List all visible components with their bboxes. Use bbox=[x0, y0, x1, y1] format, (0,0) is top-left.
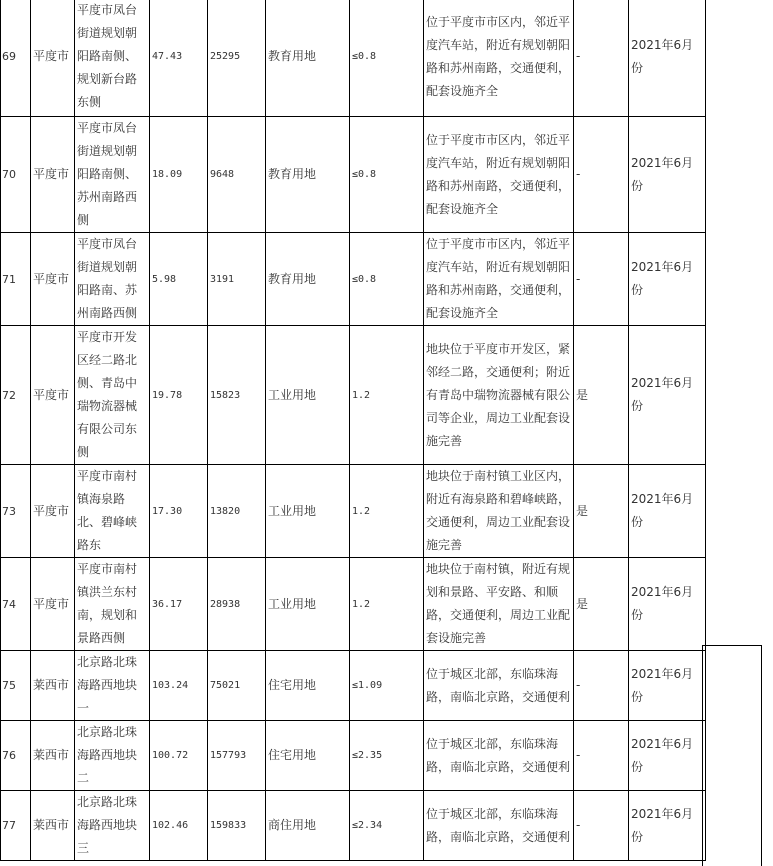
cell-price: 28938 bbox=[208, 558, 266, 651]
cell-city: 平度市 bbox=[31, 233, 75, 326]
cell-location: 平度市凤台街道规划朝阳路南侧、规划新台路东侧 bbox=[75, 0, 150, 117]
cell-price: 3191 bbox=[208, 233, 266, 326]
cell-area: 18.09 bbox=[150, 117, 208, 233]
cell-area: 102.46 bbox=[150, 791, 208, 861]
table-row bbox=[1, 651, 706, 721]
cell-date: 2021年6月份 bbox=[629, 117, 706, 233]
cell-location: 平度市凤台街道规划朝阳路南侧、苏州南路西侧 bbox=[75, 117, 150, 233]
cell-no: 72 bbox=[1, 326, 31, 465]
cell-use: 工业用地 bbox=[266, 465, 350, 558]
cell-location: 平度市南村镇海泉路北、碧峰峡路东 bbox=[75, 465, 150, 558]
cell-location: 北京路北珠海路西地块二 bbox=[75, 721, 150, 791]
cell-location: 北京路北珠海路西地块一 bbox=[75, 651, 150, 721]
cell-desc: 地块位于南村镇工业区内，附近有海泉路和碧峰峡路，交通便利，周边工业配套设施完善 bbox=[424, 465, 574, 558]
cell-city: 平度市 bbox=[31, 326, 75, 465]
table-row bbox=[1, 0, 706, 117]
cell-desc: 位于平度市市区内，邻近平度汽车站，附近有规划朝阳路和苏州南路，交通便利，配套设施齐全 bbox=[424, 0, 574, 117]
cell-price: 75021 bbox=[208, 651, 266, 721]
table-row bbox=[1, 465, 706, 558]
cell-no: 74 bbox=[1, 558, 31, 651]
cell-date: 2021年6月份 bbox=[629, 651, 706, 721]
cell-desc: 地块位于平度市开发区，紧邻经二路，交通便利；附近有青岛中瑞物流器械有限公司等企业，周边工业配套设施完善 bbox=[424, 326, 574, 465]
table-row bbox=[1, 233, 706, 326]
cell-desc: 位于平度市市区内，邻近平度汽车站，附近有规划朝阳路和苏州南路，交通便利，配套设施齐全 bbox=[424, 117, 574, 233]
cell-flag: 是 bbox=[574, 558, 629, 651]
cell-flag: 是 bbox=[574, 465, 629, 558]
cell-flag: - bbox=[574, 791, 629, 861]
extra-column-border bbox=[702, 645, 762, 866]
cell-ratio: 1.2 bbox=[350, 465, 424, 558]
cell-desc: 地块位于南村镇，附近有规划和景路、平安路、和顺路，交通便利，周边工业配套设施完善 bbox=[424, 558, 574, 651]
cell-location: 平度市开发区经二路北侧、青岛中瑞物流器械有限公司东侧 bbox=[75, 326, 150, 465]
cell-use: 商住用地 bbox=[266, 791, 350, 861]
cell-use: 教育用地 bbox=[266, 233, 350, 326]
cell-flag: 是 bbox=[574, 326, 629, 465]
cell-use: 住宅用地 bbox=[266, 651, 350, 721]
cell-use: 教育用地 bbox=[266, 0, 350, 117]
table-row bbox=[1, 791, 706, 861]
cell-use: 教育用地 bbox=[266, 117, 350, 233]
cell-no: 73 bbox=[1, 465, 31, 558]
cell-date: 2021年6月份 bbox=[629, 558, 706, 651]
cell-price: 159833 bbox=[208, 791, 266, 861]
cell-price: 9648 bbox=[208, 117, 266, 233]
cell-flag: - bbox=[574, 651, 629, 721]
cell-area: 19.78 bbox=[150, 326, 208, 465]
cell-desc: 位于城区北部，东临珠海路，南临北京路，交通便利 bbox=[424, 651, 574, 721]
cell-area: 47.43 bbox=[150, 0, 208, 117]
cell-area: 5.98 bbox=[150, 233, 208, 326]
cell-city: 平度市 bbox=[31, 465, 75, 558]
cell-no: 77 bbox=[1, 791, 31, 861]
cell-city: 平度市 bbox=[31, 117, 75, 233]
cell-location: 北京路北珠海路西地块三 bbox=[75, 791, 150, 861]
cell-no: 70 bbox=[1, 117, 31, 233]
cell-date: 2021年6月份 bbox=[629, 465, 706, 558]
cell-desc: 位于城区北部，东临珠海路，南临北京路，交通便利 bbox=[424, 791, 574, 861]
cell-area: 103.24 bbox=[150, 651, 208, 721]
cell-flag: - bbox=[574, 721, 629, 791]
cell-no: 75 bbox=[1, 651, 31, 721]
cell-no: 69 bbox=[1, 0, 31, 117]
cell-ratio: ≤0.8 bbox=[350, 233, 424, 326]
cell-city: 莱西市 bbox=[31, 721, 75, 791]
cell-desc: 位于平度市市区内，邻近平度汽车站，附近有规划朝阳路和苏州南路，交通便利，配套设施齐全 bbox=[424, 233, 574, 326]
cell-flag: - bbox=[574, 117, 629, 233]
cell-date: 2021年6月份 bbox=[629, 233, 706, 326]
table-row bbox=[1, 117, 706, 233]
cell-ratio: 1.2 bbox=[350, 326, 424, 465]
table-row bbox=[1, 558, 706, 651]
table-row bbox=[1, 326, 706, 465]
cell-date: 2021年6月份 bbox=[629, 0, 706, 117]
cell-ratio: 1.2 bbox=[350, 558, 424, 651]
cell-flag: - bbox=[574, 233, 629, 326]
cell-no: 71 bbox=[1, 233, 31, 326]
cell-date: 2021年6月份 bbox=[629, 791, 706, 861]
cell-price: 25295 bbox=[208, 0, 266, 117]
cell-city: 莱西市 bbox=[31, 651, 75, 721]
cell-use: 工业用地 bbox=[266, 558, 350, 651]
cell-use: 住宅用地 bbox=[266, 721, 350, 791]
cell-ratio: ≤2.35 bbox=[350, 721, 424, 791]
cell-city: 平度市 bbox=[31, 558, 75, 651]
cell-price: 13820 bbox=[208, 465, 266, 558]
cell-desc: 位于城区北部，东临珠海路，南临北京路，交通便利 bbox=[424, 721, 574, 791]
cell-use: 工业用地 bbox=[266, 326, 350, 465]
cell-ratio: ≤2.34 bbox=[350, 791, 424, 861]
cell-location: 平度市凤台街道规划朝阳路南、苏州南路西侧 bbox=[75, 233, 150, 326]
cell-date: 2021年6月份 bbox=[629, 326, 706, 465]
cell-no: 76 bbox=[1, 721, 31, 791]
cell-city: 平度市 bbox=[31, 0, 75, 117]
cell-price: 157793 bbox=[208, 721, 266, 791]
cell-area: 36.17 bbox=[150, 558, 208, 651]
cell-ratio: ≤0.8 bbox=[350, 0, 424, 117]
cell-ratio: ≤1.09 bbox=[350, 651, 424, 721]
cell-ratio: ≤0.8 bbox=[350, 117, 424, 233]
cell-flag: - bbox=[574, 0, 629, 117]
cell-area: 17.30 bbox=[150, 465, 208, 558]
cell-city: 莱西市 bbox=[31, 791, 75, 861]
cell-location: 平度市南村镇洪兰东村南，规划和景路西侧 bbox=[75, 558, 150, 651]
cell-area: 100.72 bbox=[150, 721, 208, 791]
cell-date: 2021年6月份 bbox=[629, 721, 706, 791]
cell-price: 15823 bbox=[208, 326, 266, 465]
table-row bbox=[1, 721, 706, 791]
